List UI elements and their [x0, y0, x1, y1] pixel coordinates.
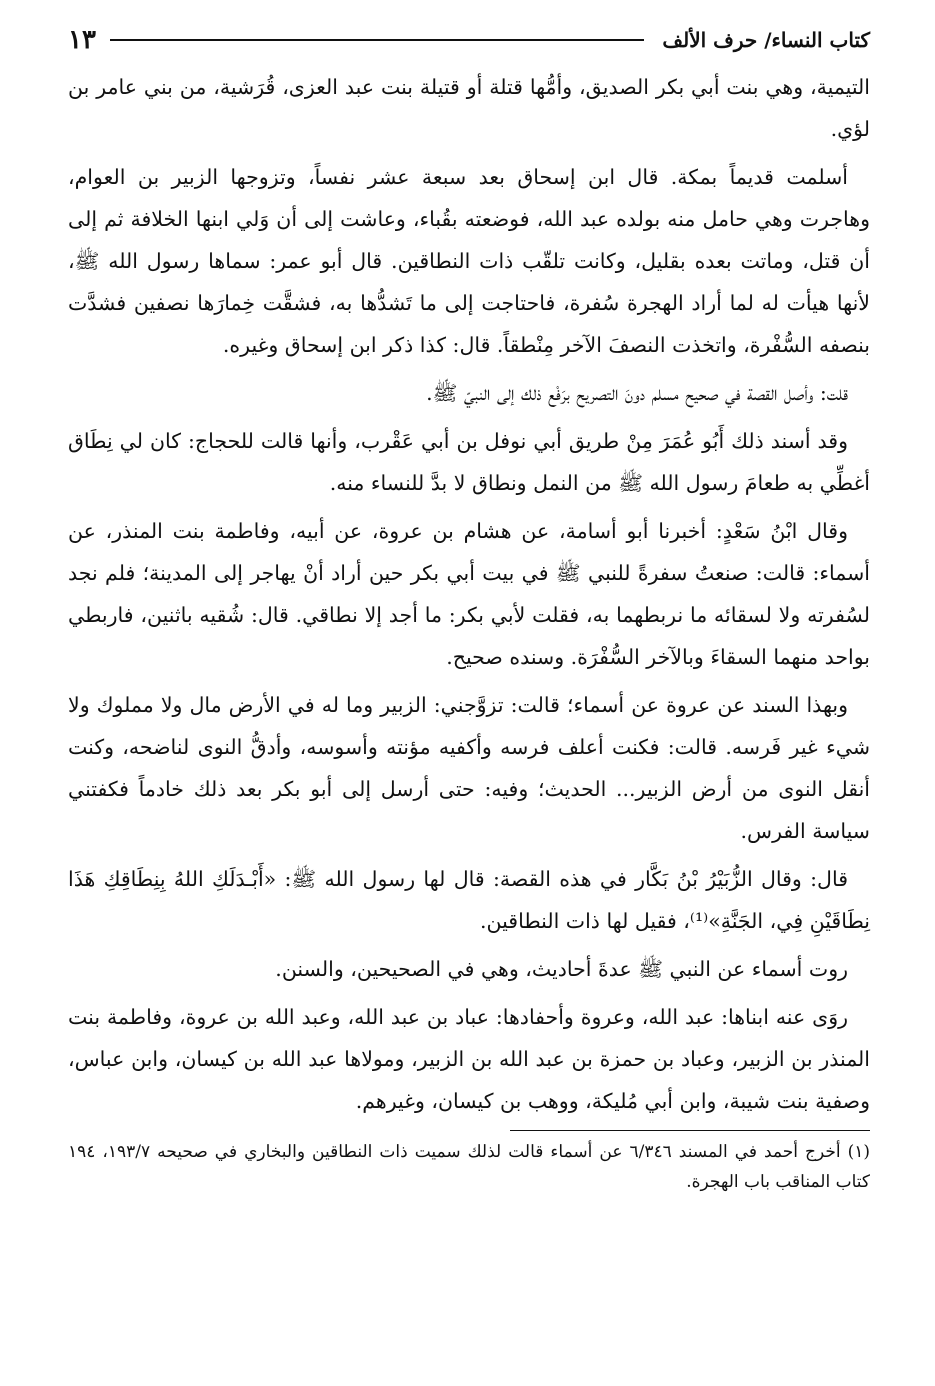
- page-number: ١٣: [68, 25, 96, 55]
- page-header: [68, 18, 870, 62]
- footnotes: [68, 1137, 870, 1197]
- body-text: [68, 66, 870, 1122]
- paragraph: التيمية، وهي بنت أبي بكر الصديق، وأمُّها قتلة أو قتيلة بنت عبد العزى، قُرَشية، من بني عامر بن لؤي.: [68, 75, 870, 141]
- paragraph: وبهذا السند عن عروة عن أسماء؛ قالت: تزوَّجني: الزبير وما له في الأرض مال ولا مملوك ولا شيء غير فَرسه. قالت: فكنت أعلف فرسه وأكفيه مؤنته وأسوسه، وأدقُّ النوى لناضحه، وكنت أنقل النوى من أرض الزبير... الحديث؛ وفيه: حتى أرسل إلى أبو بكر بعد ذلك خادماً فكفتني سياسة الفرس.: [68, 693, 870, 843]
- paragraph: وقد أسند ذلك أَبُو عُمَرَ مِنْ طريق أبي نوفل بن أبي عَقْرب، وأنها قالت للحجاج: كان لي نِطَاق أغطِّي به طعامَ رسول الله ﷺ من النمل ونطاق لا بدَّ للنساء منه.: [68, 429, 870, 495]
- paragraph: قلت: وأصل القصة في صحيح مسلم دونَ التصريح برَفْع ذلك إلى النبيّ ﷺ.: [426, 381, 848, 405]
- paragraph: قال: وقال الزُّبَيْرُ بْنُ بَكَّار في هذه القصة: قال لها رسول الله ﷺ: «أَبْـدَلَكِ اللهُ بِنِطَاقِكِ هَذَا نِطَاقَيْنِ فِي، الجَنَّةِ»⁽¹⁾، فقيل لها ذات النطاقين.: [68, 867, 870, 933]
- footnote-separator: [510, 1130, 870, 1131]
- header-rule: [110, 39, 644, 41]
- paragraph: روَى عنه ابناها: عبد الله، وعروة وأحفادها: عباد بن عبد الله، وعبد الله بن عروة، وفاطمة بنت المنذر بن الزبير، وعباد بن حمزة بن عبد الله بن الزبير، ومولاها عبد الله بن كيسان، وابن عباس، وصفية بنت شيبة، وابن أبي مُليكة، ووهب بن كيسان، وغيرهم.: [68, 1005, 870, 1113]
- footnote: (١) أخرج أحمد في المسند ٦/٣٤٦ عن أسماء قالت لذلك سميت ذات النطاقين والبخاري في صحيحه ١٩٣/٧، ١٩٤ كتاب المناقب باب الهجرة.: [68, 1142, 870, 1192]
- book-page: [68, 18, 870, 1197]
- paragraph: وقال ابْنُ سَعْدٍ: أخبرنا أبو أسامة، عن هشام بن عروة، عن أبيه، وفاطمة بنت المنذر، عن أسماء: قالت: صنعتُ سفرةً للنبي ﷺ في بيت أبي بكر حين أراد أنْ يهاجر إلى المدينة؛ فلم نجد لسُفرته ولا لسقائه ما نربطهما به، فقلت لأبي بكر: ما أجد إلا نطاقي. قال: شُقيه باثنين، فاربطي بواحد منهما السقاءَ وبالآخر السُّفْرَة. وسنده صحيح.: [68, 519, 870, 669]
- paragraph: روت أسماء عن النبي ﷺ عدةَ أحاديث، وهي في الصحيحين، والسنن.: [275, 957, 848, 981]
- running-title: كتاب النساء/ حرف الألف: [662, 28, 870, 52]
- paragraph: أسلمت قديماً بمكة. قال ابن إسحاق بعد سبعة عشر نفساً، وتزوجها الزبير بن العوام، وهاجرت وهي حامل منه بولده عبد الله، فوضعته بقُباء، وعاشت إلى أن وَلي ابنها الخلافة ثم إلى أن قتل، وماتت بعده بقليل، وكانت تلقّب ذات النطاقين. قال أبو عمر: سماها رسول الله ﷺ، لأنها هيأت له لما أراد الهجرة سُفرة، فاحتاجت إلى ما تَشدُّها به، فشقَّت خِمارَها نصفين فشدَّت بنصفه السُّفْرة، واتخذت النصفَ الآخر مِنْطقاً. قال: كذا ذكر ابن إسحاق وغيره.: [68, 165, 870, 357]
